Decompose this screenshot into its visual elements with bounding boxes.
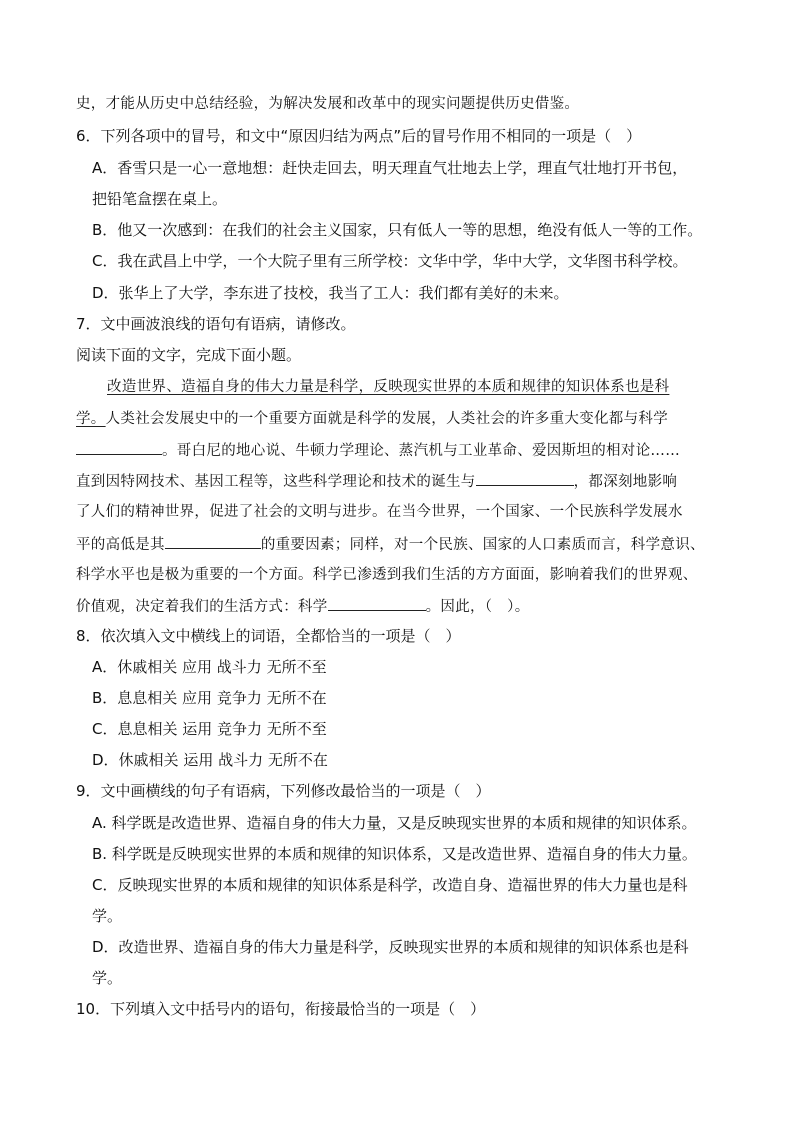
- question-7-stem: 7．文中画波浪线的语句有语病，请修改。: [76, 315, 356, 333]
- question-6-option-a-line2: 把铅笔盒摆在桌上。: [92, 190, 228, 208]
- passage-text: 。因此，（ ）。: [425, 599, 530, 615]
- question-9-option-d-line2: 学。: [92, 969, 123, 987]
- passage-line-7: 科学水平也是极为重要的一个方面。科学已渗透到我们生活的方方面面，影响着我们的世界观、: [76, 567, 698, 583]
- question-8-option-d: D．休戚相关 运用 战斗力 无所不在: [92, 751, 328, 769]
- passage-line-3: [76, 440, 680, 461]
- question-9-stem: 9．文中画横线的句子有语病，下列修改最恰当的一项是（ ）: [76, 782, 491, 800]
- passage-line-8: [76, 596, 530, 617]
- question-6-option-d: D．张华上了大学，李东进了技校，我当了工人：我们都有美好的未来。: [92, 284, 569, 302]
- question-9-option-d-line1: D．改造世界、造福自身的伟大力量是科学，反映现实世界的本质和规律的知识体系也是科: [92, 938, 689, 956]
- passage-line-1: [107, 377, 669, 397]
- passage-text: ，都深刻地影响: [573, 474, 678, 490]
- question-6-option-b: B．他又一次感到：在我们的社会主义国家，只有低人一等的思想，绝没有低人一等的工作。: [92, 221, 703, 239]
- question-9-option-c-line2: 学。: [92, 907, 123, 925]
- previous-passage-end: 史，才能从历史中总结经验，为解决发展和改革中的现实问题提供历史借鉴。: [76, 96, 580, 112]
- passage-line-4: [76, 471, 677, 492]
- question-6-option-a-line1: A．香雪只是一心一意地想：赶快走回去，明天理直气壮地去上学，理直气壮地打开书包，: [92, 159, 688, 177]
- passage-text: 的重要因素；同样，对一个民族、国家的人口素质而言，科学意识、: [260, 537, 705, 553]
- question-9-option-c-line1: C．反映现实世界的本质和规律的知识体系是科学，改造自身、造福世界的伟大力量也是科: [92, 876, 688, 894]
- passage-line-2: [76, 409, 668, 429]
- underlined-sentence: 改造世界、造福自身的伟大力量是科学，反映现实世界的本质和规律的知识体系也是科: [107, 379, 670, 395]
- question-10-stem: 10．下列填入文中括号内的语句，衔接最恰当的一项是（ ）: [76, 1000, 486, 1018]
- blank-2: [476, 471, 574, 486]
- question-8-stem: 8．依次填入文中横线上的词语，全都恰当的一项是（ ）: [76, 627, 461, 645]
- question-8-option-b: B．息息相关 应用 竞争力 无所不在: [92, 689, 327, 707]
- passage-line-5: 了人们的精神世界，促进了社会的文明与进步。在当今世界，一个国家、一个民族科学发展水: [76, 504, 683, 520]
- passage-line-6: [76, 534, 705, 555]
- passage-text: 。哥白尼的地心说、牛顿力学理论、蒸汽机与工业革命、爱因斯坦的相对论……: [162, 443, 680, 459]
- passage-text: 人类社会发展史中的一个重要方面就是科学的发展，人类社会的许多重大变化都与科学: [105, 411, 669, 427]
- passage-text: 平的高低是其: [76, 537, 165, 553]
- question-9-option-b: B. 科学既是反映现实世界的本质和规律的知识体系，又是改造世界、造福自身的伟大力量。: [92, 845, 697, 863]
- question-6-option-c: C．我在武昌上中学，一个大院子里有三所学校：文华中学，华中大学，文华图书科学校。: [92, 252, 688, 270]
- passage-text: 价值观，决定着我们的生活方式：科学: [76, 599, 328, 615]
- blank-4: [328, 596, 426, 611]
- question-8-option-c: C．息息相关 运用 竞争力 无所不至: [92, 720, 327, 738]
- reading-instruction: 阅读下面的文字，完成下面小题。: [76, 346, 302, 364]
- blank-3: [165, 534, 261, 549]
- question-8-option-a: A．休戚相关 应用 战斗力 无所不至: [92, 658, 327, 676]
- blank-1: [76, 440, 162, 455]
- underlined-sentence-end: 学。: [76, 411, 106, 427]
- question-6-stem: 6．下列各项中的冒号，和文中“原因归结为两点”后的冒号作用不相同的一项是（ ）: [76, 127, 642, 145]
- passage-text: 直到因特网技术、基因工程等，这些科学理论和技术的诞生与: [76, 474, 476, 490]
- question-9-option-a: A. 科学既是改造世界、造福自身的伟大力量，又是反映现实世界的本质和规律的知识体系。: [92, 814, 697, 832]
